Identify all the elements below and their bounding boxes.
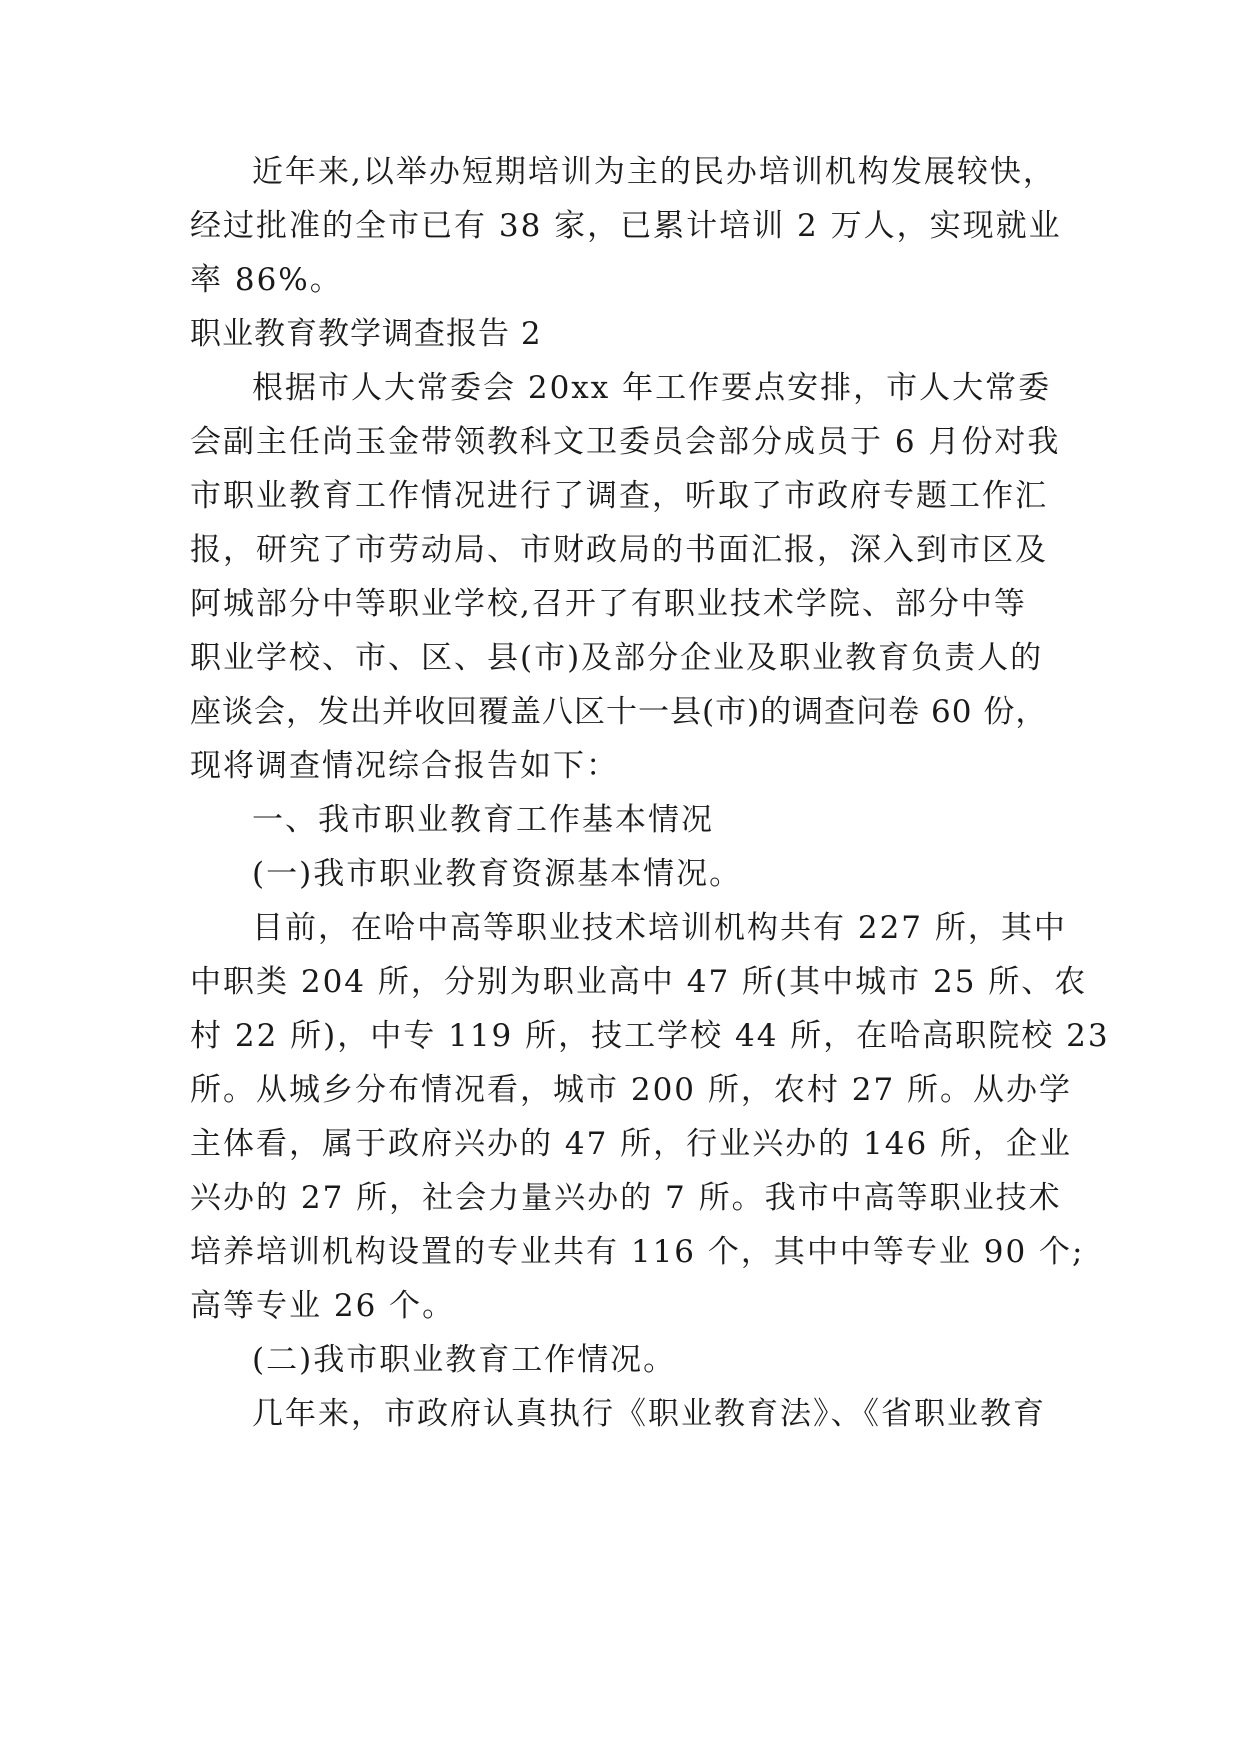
paragraph-line: 经过批准的全市已有 38 家，已累计培训 2 万人，实现就业 — [190, 208, 1062, 244]
subheading: 一、我市职业教育工作基本情况 — [252, 802, 714, 838]
paragraph-line: 现将调查情况综合报告如下： — [190, 748, 619, 784]
paragraph-line: 主体看，属于政府兴办的 47 所，行业兴办的 146 所，企业 — [190, 1126, 1073, 1162]
paragraph-line: 根据市人大常委会 20xx 年工作要点安排，市人大常委 — [252, 370, 1052, 406]
paragraph-line: 村 22 所)，中专 119 所，技工学校 44 所，在哈高职院校 23 — [190, 1018, 1110, 1054]
paragraph-line: 率 86%。 — [190, 262, 343, 298]
subheading: (一)我市职业教育资源基本情况。 — [252, 856, 743, 892]
paragraph-line: 所。从城乡分布情况看，城市 200 所，农村 27 所。从办学 — [190, 1072, 1073, 1108]
paragraph-line: 高等专业 26 个。 — [190, 1288, 456, 1324]
paragraph-line: 市职业教育工作情况进行了调查，听取了市政府专题工作汇 — [190, 478, 1048, 514]
paragraph-line: 近年来,以举办短期培训为主的民办培训机构发展较快， — [252, 154, 1056, 190]
subheading: (二)我市职业教育工作情况。 — [252, 1342, 677, 1378]
section-heading: 职业教育教学调查报告 2 — [190, 316, 542, 352]
paragraph-line: 兴办的 27 所，社会力量兴办的 7 所。我市中高等职业技术 — [190, 1180, 1062, 1216]
paragraph-line: 报，研究了市劳动局、市财政局的书面汇报，深入到市区及 — [190, 532, 1048, 568]
paragraph-line: 培养培训机构设置的专业共有 116 个，其中中等专业 90 个; — [190, 1234, 1085, 1270]
paragraph-line: 座谈会，发出并收回覆盖八区十一县(市)的调查问卷 60 份， — [190, 694, 1048, 730]
paragraph-line: 职业学校、市、区、县(市)及部分企业及职业教育负责人的 — [190, 640, 1044, 676]
paragraph-line: 会副主任尚玉金带领教科文卫委员会部分成员于 6 月份对我 — [190, 424, 1061, 460]
paragraph-line: 目前，在哈中高等职业技术培训机构共有 227 所，其中 — [252, 910, 1067, 946]
paragraph-line: 几年来，市政府认真执行《职业教育法》、《省职业教育 — [252, 1396, 1046, 1432]
paragraph-line: 阿城部分中等职业学校,召开了有职业技术学院、部分中等 — [190, 586, 1027, 622]
paragraph-line: 中职类 204 所，分别为职业高中 47 所(其中城市 25 所、农 — [190, 964, 1088, 1000]
